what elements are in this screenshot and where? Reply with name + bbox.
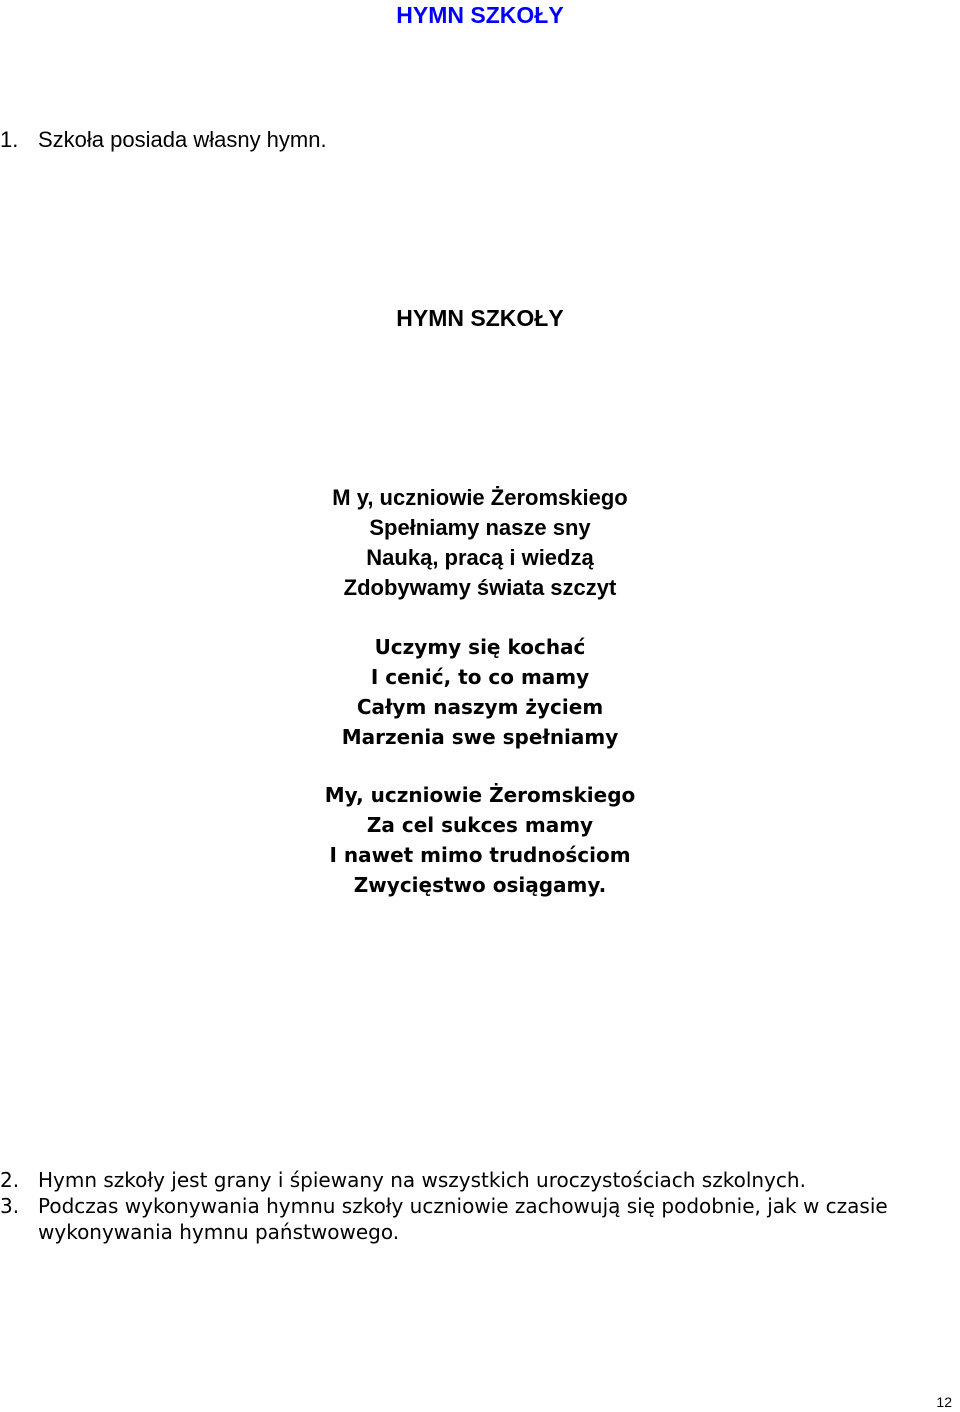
list-text: Hymn szkoły jest grany i śpiewany na wszystkich uroczystościach szkolnych. xyxy=(38,1168,806,1192)
list-item-3 xyxy=(0,1193,960,1245)
list-number: 1. xyxy=(0,127,19,152)
list-item-2 xyxy=(0,1167,960,1193)
page-number: 12 xyxy=(936,1394,952,1410)
verse-line: Marzenia swe spełniamy xyxy=(341,725,619,749)
verse-line: I cenić, to co mamy xyxy=(370,665,590,689)
list-number: 3. xyxy=(0,1194,20,1218)
hymn-stanza-1 xyxy=(0,483,960,603)
verse-line: Za cel sukces mamy xyxy=(366,813,594,837)
list-text: Szkoła posiada własny hymn. xyxy=(38,127,327,152)
hymn-stanza-3 xyxy=(0,780,960,900)
verse-line: My, uczniowie Żeromskiego xyxy=(324,783,636,807)
hymn-stanza-2 xyxy=(0,632,960,752)
verse-line: Zdobywamy świata szczyt xyxy=(343,575,617,600)
list-text-continuation: wykonywania hymnu państwowego. xyxy=(38,1220,400,1244)
verse-line: Nauką, pracą i wiedzą xyxy=(366,545,594,570)
rules-list xyxy=(0,1167,960,1245)
verse-line: M y, uczniowie Żeromskiego xyxy=(332,485,628,510)
page-heading: HYMN SZKOŁY xyxy=(396,2,564,28)
hymn-title: HYMN SZKOŁY xyxy=(396,305,564,331)
verse-line: Całym naszym życiem xyxy=(356,695,604,719)
list-number: 2. xyxy=(0,1168,20,1192)
list-text: Podczas wykonywania hymnu szkoły uczniowie zachowują się podobnie, jak w czasie xyxy=(38,1194,888,1218)
verse-line: I nawet mimo trudnościom xyxy=(329,843,631,867)
verse-line: Zwycięstwo osiągamy. xyxy=(353,873,607,897)
verse-line: Uczymy się kochać xyxy=(374,635,586,659)
verse-line: Spełniamy nasze sny xyxy=(369,515,591,540)
